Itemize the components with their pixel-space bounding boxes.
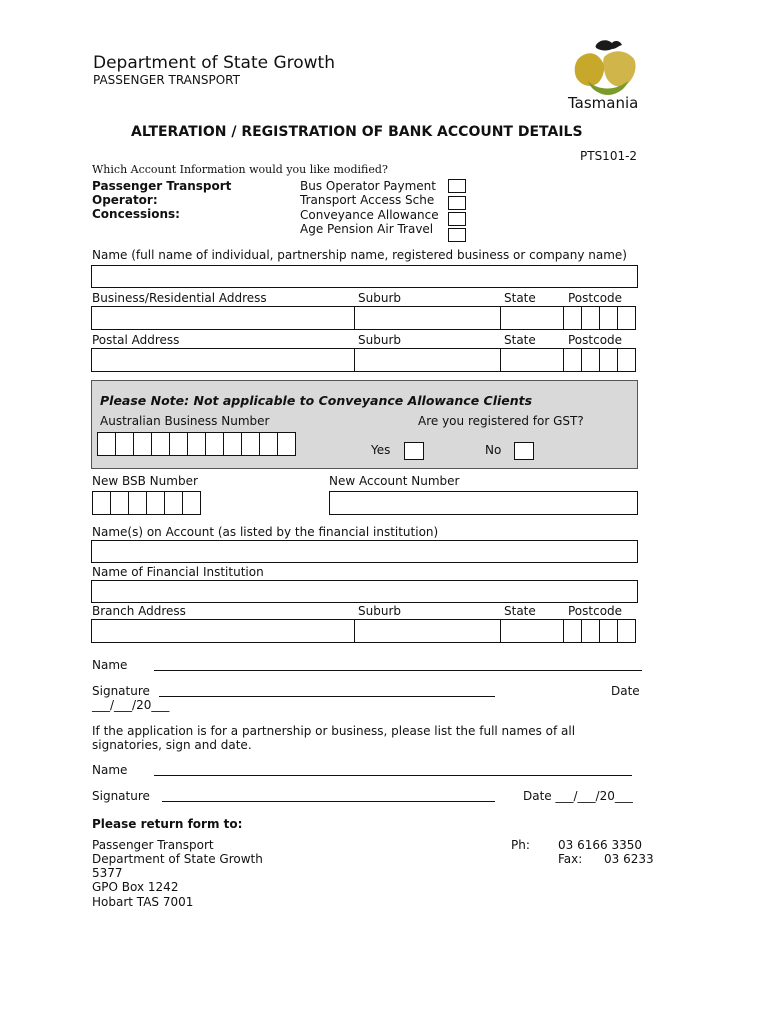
postcode-cell[interactable] <box>599 619 618 643</box>
gst-no-checkbox[interactable] <box>514 442 534 460</box>
partnership-text-1: If the application is for a partnership or business, please list the full names of all <box>92 724 576 738</box>
bsb-cells[interactable] <box>93 491 201 515</box>
postcode-label: Postcode <box>568 291 623 305</box>
business-postcode-cells[interactable] <box>564 306 636 330</box>
fax-value: 03 6233 <box>604 852 654 866</box>
business-address-label: Business/Residential Address <box>92 291 267 305</box>
abn-cell[interactable] <box>205 432 224 456</box>
state-label: State <box>504 604 536 618</box>
option-bus-operator-payment: Bus Operator Payment <box>300 179 436 193</box>
institution-label: Name of Financial Institution <box>92 565 264 579</box>
branch-postcode-cells[interactable] <box>564 619 636 643</box>
bsb-cell[interactable] <box>92 491 111 515</box>
gst-no-label: No <box>485 443 502 457</box>
phone-label: Ph: <box>511 838 530 852</box>
state-label: State <box>504 333 536 347</box>
label-concessions: Concessions: <box>92 207 180 221</box>
division-name: PASSENGER TRANSPORT <box>93 73 240 87</box>
postcode-cell[interactable] <box>617 348 636 372</box>
suburb-label: Suburb <box>358 333 401 347</box>
return-heading: Please return form to: <box>92 817 243 831</box>
date-blank[interactable]: ___/___/20___ <box>92 698 170 712</box>
option-transport-access: Transport Access Sche <box>300 193 435 207</box>
signature-line[interactable] <box>159 696 495 697</box>
postal-state-input[interactable] <box>500 348 564 372</box>
return-address-line: Hobart TAS 7001 <box>92 895 194 909</box>
gst-yes-checkbox[interactable] <box>404 442 424 460</box>
postcode-label: Postcode <box>568 333 623 347</box>
partner-name-line[interactable] <box>154 775 632 776</box>
state-label: State <box>504 291 536 305</box>
postal-suburb-input[interactable] <box>354 348 501 372</box>
postcode-cell[interactable] <box>617 306 636 330</box>
label-passenger-transport: Passenger Transport <box>92 179 232 193</box>
signature-label: Signature <box>92 684 150 698</box>
postcode-label: Postcode <box>568 604 623 618</box>
branch-suburb-input[interactable] <box>354 619 501 643</box>
bsb-cell[interactable] <box>128 491 147 515</box>
checkbox-bus-operator-payment[interactable] <box>448 179 466 193</box>
partner-name-label: Name <box>92 763 128 777</box>
gst-question: Are you registered for GST? <box>418 414 584 428</box>
abn-cell[interactable] <box>115 432 134 456</box>
abn-cell[interactable] <box>169 432 188 456</box>
business-address-input[interactable] <box>91 306 355 330</box>
partner-signature-label: Signature <box>92 789 150 803</box>
checkbox-transport-access[interactable] <box>448 196 466 210</box>
postcode-cell[interactable] <box>581 619 600 643</box>
account-names-input[interactable] <box>91 540 638 563</box>
account-question: Which Account Information would you like modified? <box>92 163 388 176</box>
account-number-label: New Account Number <box>329 474 460 488</box>
postcode-cell[interactable] <box>617 619 636 643</box>
account-number-input[interactable] <box>329 491 638 515</box>
account-names-label: Name(s) on Account (as listed by the financial institution) <box>92 525 439 539</box>
postcode-cell[interactable] <box>581 348 600 372</box>
postal-address-input[interactable] <box>91 348 355 372</box>
abn-cell[interactable] <box>241 432 260 456</box>
abn-cell[interactable] <box>187 432 206 456</box>
abn-cell[interactable] <box>259 432 278 456</box>
branch-address-label: Branch Address <box>92 604 186 618</box>
institution-input[interactable] <box>91 580 638 603</box>
note-text: Please Note: Not applicable to Conveyance Allowance Clients <box>100 393 533 408</box>
postcode-cell[interactable] <box>563 619 582 643</box>
name-input[interactable] <box>91 265 638 288</box>
checkbox-conveyance-allowance[interactable] <box>448 212 466 226</box>
date-label: Date <box>611 684 640 698</box>
postcode-cell[interactable] <box>563 348 582 372</box>
abn-cell[interactable] <box>151 432 170 456</box>
abn-cell[interactable] <box>277 432 296 456</box>
abn-cells[interactable] <box>98 432 296 456</box>
abn-cell[interactable] <box>97 432 116 456</box>
return-address-line: 5377 <box>92 866 123 880</box>
business-suburb-input[interactable] <box>354 306 501 330</box>
bsb-cell[interactable] <box>146 491 165 515</box>
branch-state-input[interactable] <box>500 619 564 643</box>
return-address-line: Department of State Growth <box>92 852 263 866</box>
suburb-label: Suburb <box>358 291 401 305</box>
suburb-label: Suburb <box>358 604 401 618</box>
gold-crest-icon <box>575 53 604 86</box>
postal-postcode-cells[interactable] <box>564 348 636 372</box>
bsb-cell[interactable] <box>110 491 129 515</box>
abn-cell[interactable] <box>133 432 152 456</box>
option-conveyance-allowance: Conveyance Allowance <box>300 208 439 222</box>
postal-address-label: Postal Address <box>92 333 180 347</box>
name-label: Name (full name of individual, partnership name, registered business or company name) <box>92 248 627 262</box>
bsb-label: New BSB Number <box>92 474 198 488</box>
bsb-cell[interactable] <box>182 491 201 515</box>
postcode-cell[interactable] <box>563 306 582 330</box>
postcode-cell[interactable] <box>599 306 618 330</box>
fax-label: Fax: <box>558 852 583 866</box>
return-address-line: GPO Box 1242 <box>92 880 179 894</box>
devil-silhouette-icon <box>596 40 622 50</box>
department-name: Department of State Growth <box>93 53 336 73</box>
partnership-text-2: signatories, sign and date. <box>92 738 252 752</box>
return-address-line: Passenger Transport <box>92 838 214 852</box>
bsb-cell[interactable] <box>164 491 183 515</box>
logo-text: Tasmania <box>568 94 639 112</box>
abn-cell[interactable] <box>223 432 242 456</box>
abn-label: Australian Business Number <box>100 414 270 428</box>
phone-value: 03 6166 3350 <box>558 838 642 852</box>
partner-date[interactable]: Date ___/___/20___ <box>523 789 633 803</box>
postcode-cell[interactable] <box>599 348 618 372</box>
form-code: PTS101-2 <box>580 149 638 163</box>
form-title: ALTERATION / REGISTRATION OF BANK ACCOUNT DETAILS <box>131 124 583 140</box>
label-operator: Operator: <box>92 193 158 207</box>
postcode-cell[interactable] <box>581 306 600 330</box>
signer-name-label: Name <box>92 658 128 672</box>
business-state-input[interactable] <box>500 306 564 330</box>
green-leaf-icon <box>603 51 635 86</box>
checkbox-age-pension-air-travel[interactable] <box>448 228 466 242</box>
branch-address-input[interactable] <box>91 619 355 643</box>
gst-yes-label: Yes <box>371 443 391 457</box>
partner-signature-line[interactable] <box>162 801 495 802</box>
option-age-pension-air-travel: Age Pension Air Travel <box>300 222 434 236</box>
signer-name-line[interactable] <box>154 670 642 671</box>
